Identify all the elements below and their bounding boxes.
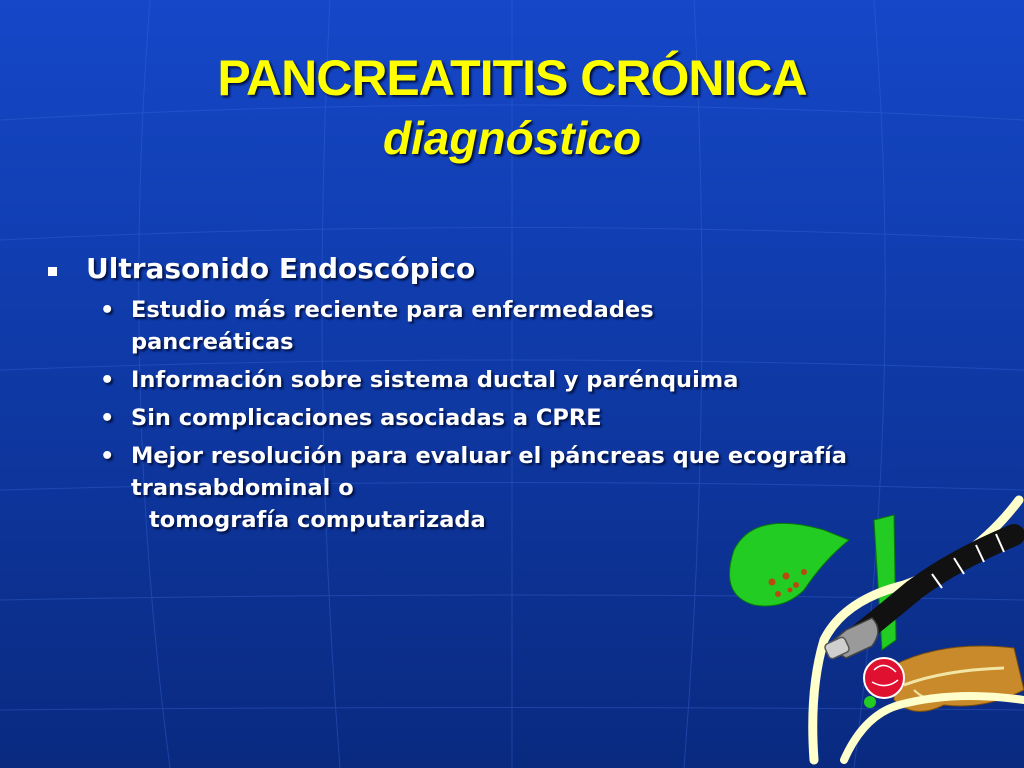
endoscope-illustration	[714, 490, 1024, 768]
dot-bullet-icon: •	[100, 443, 115, 469]
square-bullet-icon	[48, 267, 57, 276]
sub-bullet-text: Estudio más reciente para enfermedades pancreáticas	[131, 297, 654, 355]
sub-bullet-text-continued: tomografía computarizada	[149, 507, 486, 533]
bullet-main-label: Ultrasonido Endoscópico	[86, 252, 476, 285]
sub-bullet-2	[100, 364, 911, 396]
sub-bullet-text: Mejor resolución para evaluar el páncreas que ecografía transabdominal o	[131, 443, 847, 501]
sub-bullet-text: Sin complicaciones asociadas a CPRE	[131, 405, 602, 431]
slide-subtitle: diagnóstico	[382, 112, 642, 164]
bullet-main	[40, 250, 920, 288]
dot-bullet-icon: •	[100, 297, 115, 323]
dot-bullet-icon: •	[100, 405, 115, 431]
title-block	[0, 48, 1024, 168]
sub-bullet-text: Información sobre sistema ductal y parénquima	[131, 367, 739, 393]
sub-bullet-3	[100, 402, 911, 434]
slide-title: PANCREATITIS CRÓNICA	[217, 50, 807, 106]
sub-bullet-1	[100, 294, 911, 358]
dot-bullet-icon: •	[100, 367, 115, 393]
